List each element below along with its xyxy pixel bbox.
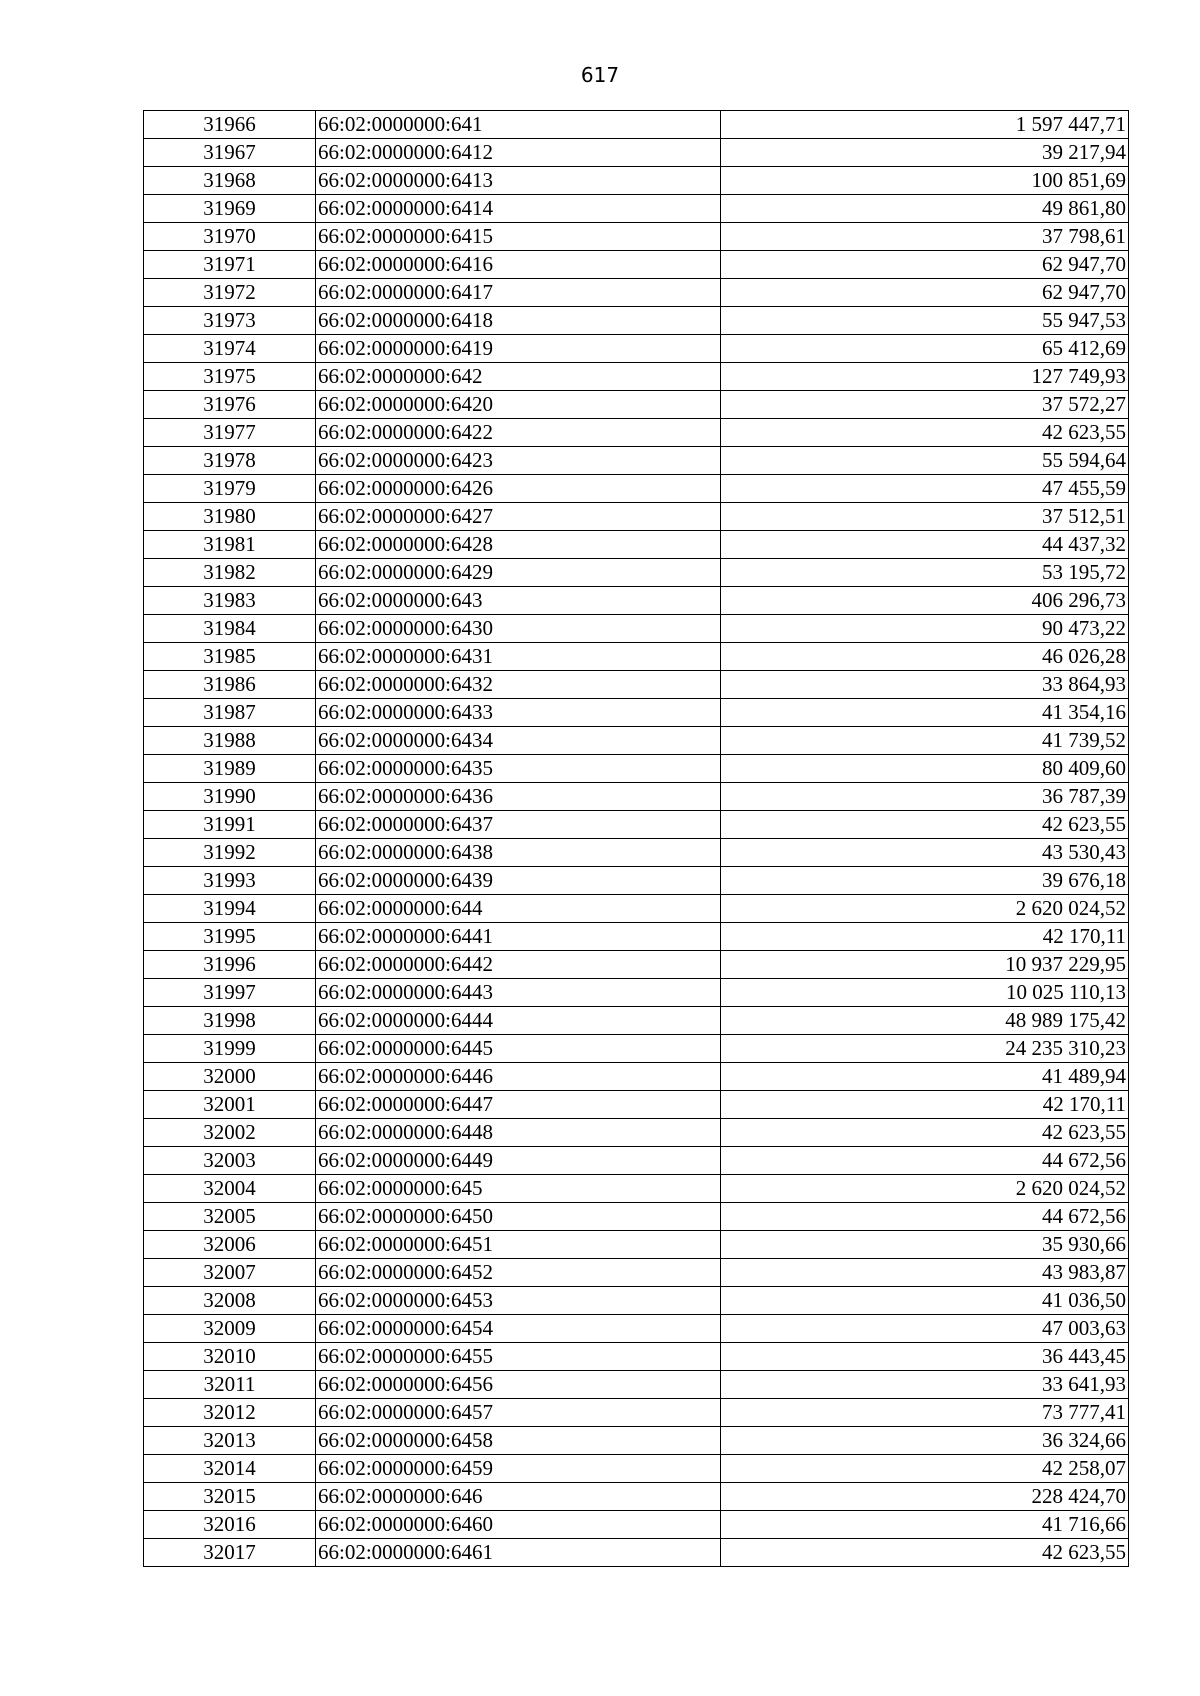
row-number-cell: 31979 [144,475,316,503]
row-number-cell: 32009 [144,1315,316,1343]
cadastral-value-table [143,110,1129,1567]
cadastral-value-cell: 1 597 447,71 [721,111,1129,139]
row-number-cell: 32013 [144,1427,316,1455]
cadastral-number-cell: 66:02:0000000:6427 [316,503,721,531]
cadastral-value-cell: 228 424,70 [721,1483,1129,1511]
cadastral-number-cell: 66:02:0000000:6413 [316,167,721,195]
cadastral-number-cell: 66:02:0000000:6418 [316,307,721,335]
cadastral-number-cell: 66:02:0000000:644 [316,895,721,923]
cadastral-value-cell: 100 851,69 [721,167,1129,195]
row-number-cell: 31993 [144,867,316,895]
table-row [144,419,1129,447]
cadastral-value-cell: 73 777,41 [721,1399,1129,1427]
cadastral-number-cell: 66:02:0000000:6416 [316,251,721,279]
cadastral-number-cell: 66:02:0000000:6420 [316,391,721,419]
table-row [144,307,1129,335]
cadastral-number-cell: 66:02:0000000:6453 [316,1287,721,1315]
cadastral-number-cell: 66:02:0000000:6458 [316,1427,721,1455]
row-number-cell: 32016 [144,1511,316,1539]
table-row [144,699,1129,727]
row-number-cell: 32004 [144,1175,316,1203]
table-row [144,1259,1129,1287]
cadastral-number-cell: 66:02:0000000:6452 [316,1259,721,1287]
row-number-cell: 32003 [144,1147,316,1175]
row-number-cell: 32010 [144,1343,316,1371]
cadastral-value-cell: 46 026,28 [721,643,1129,671]
cadastral-number-cell: 66:02:0000000:6429 [316,559,721,587]
cadastral-value-cell: 42 258,07 [721,1455,1129,1483]
cadastral-number-cell: 66:02:0000000:6456 [316,1371,721,1399]
cadastral-number-cell: 66:02:0000000:6455 [316,1343,721,1371]
row-number-cell: 32007 [144,1259,316,1287]
cadastral-number-cell: 66:02:0000000:6438 [316,839,721,867]
cadastral-number-cell: 66:02:0000000:6436 [316,783,721,811]
row-number-cell: 31984 [144,615,316,643]
table-row [144,559,1129,587]
row-number-cell: 31991 [144,811,316,839]
row-number-cell: 31973 [144,307,316,335]
cadastral-value-cell: 2 620 024,52 [721,895,1129,923]
row-number-cell: 31977 [144,419,316,447]
table-row [144,643,1129,671]
row-number-cell: 31998 [144,1007,316,1035]
cadastral-number-cell: 66:02:0000000:6459 [316,1455,721,1483]
cadastral-number-cell: 66:02:0000000:6415 [316,223,721,251]
table-row [144,1063,1129,1091]
table-row [144,811,1129,839]
table-row [144,1091,1129,1119]
cadastral-value-cell: 90 473,22 [721,615,1129,643]
table-row [144,363,1129,391]
cadastral-value-cell: 55 594,64 [721,447,1129,475]
cadastral-value-cell: 24 235 310,23 [721,1035,1129,1063]
row-number-cell: 31981 [144,531,316,559]
table-row [144,615,1129,643]
cadastral-value-cell: 41 716,66 [721,1511,1129,1539]
table-row [144,1427,1129,1455]
cadastral-number-cell: 66:02:0000000:6422 [316,419,721,447]
row-number-cell: 31996 [144,951,316,979]
cadastral-value-cell: 2 620 024,52 [721,1175,1129,1203]
table-row [144,755,1129,783]
row-number-cell: 31986 [144,671,316,699]
row-number-cell: 31989 [144,755,316,783]
cadastral-number-cell: 66:02:0000000:6419 [316,335,721,363]
table-row [144,195,1129,223]
table-row [144,1119,1129,1147]
table-row [144,671,1129,699]
row-number-cell: 32014 [144,1455,316,1483]
cadastral-value-cell: 47 003,63 [721,1315,1129,1343]
table-row [144,279,1129,307]
cadastral-number-cell: 66:02:0000000:6450 [316,1203,721,1231]
cadastral-number-cell: 66:02:0000000:6449 [316,1147,721,1175]
table-row [144,1343,1129,1371]
row-number-cell: 31980 [144,503,316,531]
table-row [144,727,1129,755]
table-row [144,895,1129,923]
table-row [144,167,1129,195]
row-number-cell: 31976 [144,391,316,419]
table-row [144,839,1129,867]
page-number: 617 [580,63,620,87]
table-row [144,139,1129,167]
cadastral-number-cell: 66:02:0000000:6444 [316,1007,721,1035]
cadastral-value-cell: 10 937 229,95 [721,951,1129,979]
row-number-cell: 32001 [144,1091,316,1119]
row-number-cell: 31997 [144,979,316,1007]
table-row [144,1007,1129,1035]
row-number-cell: 31987 [144,699,316,727]
cadastral-value-cell: 41 489,94 [721,1063,1129,1091]
cadastral-number-cell: 66:02:0000000:6447 [316,1091,721,1119]
cadastral-number-cell: 66:02:0000000:6434 [316,727,721,755]
table-row [144,1203,1129,1231]
cadastral-number-cell: 66:02:0000000:6460 [316,1511,721,1539]
row-number-cell: 31972 [144,279,316,307]
table-row [144,1147,1129,1175]
table-row [144,447,1129,475]
cadastral-value-cell: 80 409,60 [721,755,1129,783]
cadastral-number-cell: 66:02:0000000:6412 [316,139,721,167]
table-row [144,503,1129,531]
row-number-cell: 31982 [144,559,316,587]
cadastral-value-cell: 42 623,55 [721,1539,1129,1567]
row-number-cell: 32011 [144,1371,316,1399]
cadastral-value-cell: 41 739,52 [721,727,1129,755]
cadastral-value-cell: 62 947,70 [721,251,1129,279]
cadastral-value-cell: 48 989 175,42 [721,1007,1129,1035]
cadastral-number-cell: 66:02:0000000:6454 [316,1315,721,1343]
cadastral-value-cell: 33 864,93 [721,671,1129,699]
table-row [144,335,1129,363]
cadastral-number-cell: 66:02:0000000:6442 [316,951,721,979]
cadastral-number-cell: 66:02:0000000:641 [316,111,721,139]
table-row [144,475,1129,503]
cadastral-number-cell: 66:02:0000000:6417 [316,279,721,307]
cadastral-number-cell: 66:02:0000000:6439 [316,867,721,895]
cadastral-number-cell: 66:02:0000000:6426 [316,475,721,503]
table-row [144,1455,1129,1483]
cadastral-number-cell: 66:02:0000000:6423 [316,447,721,475]
cadastral-value-cell: 44 672,56 [721,1147,1129,1175]
table-row [144,1483,1129,1511]
row-number-cell: 32005 [144,1203,316,1231]
cadastral-value-cell: 42 623,55 [721,1119,1129,1147]
row-number-cell: 31988 [144,727,316,755]
row-number-cell: 31985 [144,643,316,671]
table-row [144,951,1129,979]
table-row [144,223,1129,251]
cadastral-number-cell: 66:02:0000000:6433 [316,699,721,727]
table-row [144,1539,1129,1567]
table-row [144,979,1129,1007]
row-number-cell: 31990 [144,783,316,811]
cadastral-value-cell: 62 947,70 [721,279,1129,307]
cadastral-value-cell: 36 443,45 [721,1343,1129,1371]
cadastral-number-cell: 66:02:0000000:6441 [316,923,721,951]
row-number-cell: 31968 [144,167,316,195]
row-number-cell: 32006 [144,1231,316,1259]
cadastral-number-cell: 66:02:0000000:6446 [316,1063,721,1091]
row-number-cell: 32002 [144,1119,316,1147]
row-number-cell: 31983 [144,587,316,615]
row-number-cell: 31966 [144,111,316,139]
table-row [144,1399,1129,1427]
table-row [144,783,1129,811]
table-row [144,251,1129,279]
cadastral-value-cell: 47 455,59 [721,475,1129,503]
cadastral-number-cell: 66:02:0000000:6432 [316,671,721,699]
cadastral-value-cell: 36 324,66 [721,1427,1129,1455]
cadastral-value-cell: 43 530,43 [721,839,1129,867]
cadastral-value-cell: 37 512,51 [721,503,1129,531]
row-number-cell: 31975 [144,363,316,391]
cadastral-value-cell: 44 672,56 [721,1203,1129,1231]
cadastral-value-cell: 406 296,73 [721,587,1129,615]
table-body [144,111,1129,1567]
cadastral-number-cell: 66:02:0000000:6445 [316,1035,721,1063]
table-row [144,391,1129,419]
cadastral-value-cell: 43 983,87 [721,1259,1129,1287]
row-number-cell: 31994 [144,895,316,923]
row-number-cell: 32008 [144,1287,316,1315]
cadastral-value-cell: 42 623,55 [721,419,1129,447]
cadastral-number-cell: 66:02:0000000:6448 [316,1119,721,1147]
cadastral-value-cell: 33 641,93 [721,1371,1129,1399]
cadastral-value-cell: 41 036,50 [721,1287,1129,1315]
cadastral-value-cell: 42 170,11 [721,1091,1129,1119]
cadastral-value-cell: 39 217,94 [721,139,1129,167]
cadastral-value-cell: 44 437,32 [721,531,1129,559]
row-number-cell: 31992 [144,839,316,867]
cadastral-number-cell: 66:02:0000000:6451 [316,1231,721,1259]
row-number-cell: 32015 [144,1483,316,1511]
cadastral-value-cell: 42 623,55 [721,811,1129,839]
row-number-cell: 32017 [144,1539,316,1567]
cadastral-value-cell: 10 025 110,13 [721,979,1129,1007]
cadastral-number-cell: 66:02:0000000:6414 [316,195,721,223]
cadastral-value-cell: 55 947,53 [721,307,1129,335]
cadastral-number-cell: 66:02:0000000:6428 [316,531,721,559]
cadastral-number-cell: 66:02:0000000:645 [316,1175,721,1203]
cadastral-number-cell: 66:02:0000000:6435 [316,755,721,783]
cadastral-value-cell: 53 195,72 [721,559,1129,587]
cadastral-value-cell: 42 170,11 [721,923,1129,951]
cadastral-number-cell: 66:02:0000000:6457 [316,1399,721,1427]
cadastral-number-cell: 66:02:0000000:643 [316,587,721,615]
table-row [144,587,1129,615]
cadastral-number-cell: 66:02:0000000:6431 [316,643,721,671]
row-number-cell: 31969 [144,195,316,223]
cadastral-value-cell: 127 749,93 [721,363,1129,391]
row-number-cell: 32012 [144,1399,316,1427]
cadastral-value-cell: 39 676,18 [721,867,1129,895]
table-row [144,1175,1129,1203]
table-row [144,867,1129,895]
row-number-cell: 31978 [144,447,316,475]
table-row [144,531,1129,559]
cadastral-number-cell: 66:02:0000000:6443 [316,979,721,1007]
cadastral-value-cell: 37 798,61 [721,223,1129,251]
table-row [144,1315,1129,1343]
row-number-cell: 32000 [144,1063,316,1091]
table-row [144,1371,1129,1399]
row-number-cell: 31995 [144,923,316,951]
table-row [144,923,1129,951]
row-number-cell: 31999 [144,1035,316,1063]
cadastral-value-cell: 49 861,80 [721,195,1129,223]
cadastral-value-cell: 35 930,66 [721,1231,1129,1259]
cadastral-value-cell: 41 354,16 [721,699,1129,727]
cadastral-value-cell: 65 412,69 [721,335,1129,363]
row-number-cell: 31971 [144,251,316,279]
cadastral-number-cell: 66:02:0000000:6461 [316,1539,721,1567]
cadastral-number-cell: 66:02:0000000:6437 [316,811,721,839]
cadastral-number-cell: 66:02:0000000:6430 [316,615,721,643]
cadastral-number-cell: 66:02:0000000:642 [316,363,721,391]
row-number-cell: 31974 [144,335,316,363]
row-number-cell: 31967 [144,139,316,167]
table-row [144,1035,1129,1063]
cadastral-value-cell: 37 572,27 [721,391,1129,419]
table-row [144,1511,1129,1539]
cadastral-value-cell: 36 787,39 [721,783,1129,811]
table-row [144,111,1129,139]
row-number-cell: 31970 [144,223,316,251]
cadastral-number-cell: 66:02:0000000:646 [316,1483,721,1511]
table-row [144,1231,1129,1259]
table-row [144,1287,1129,1315]
